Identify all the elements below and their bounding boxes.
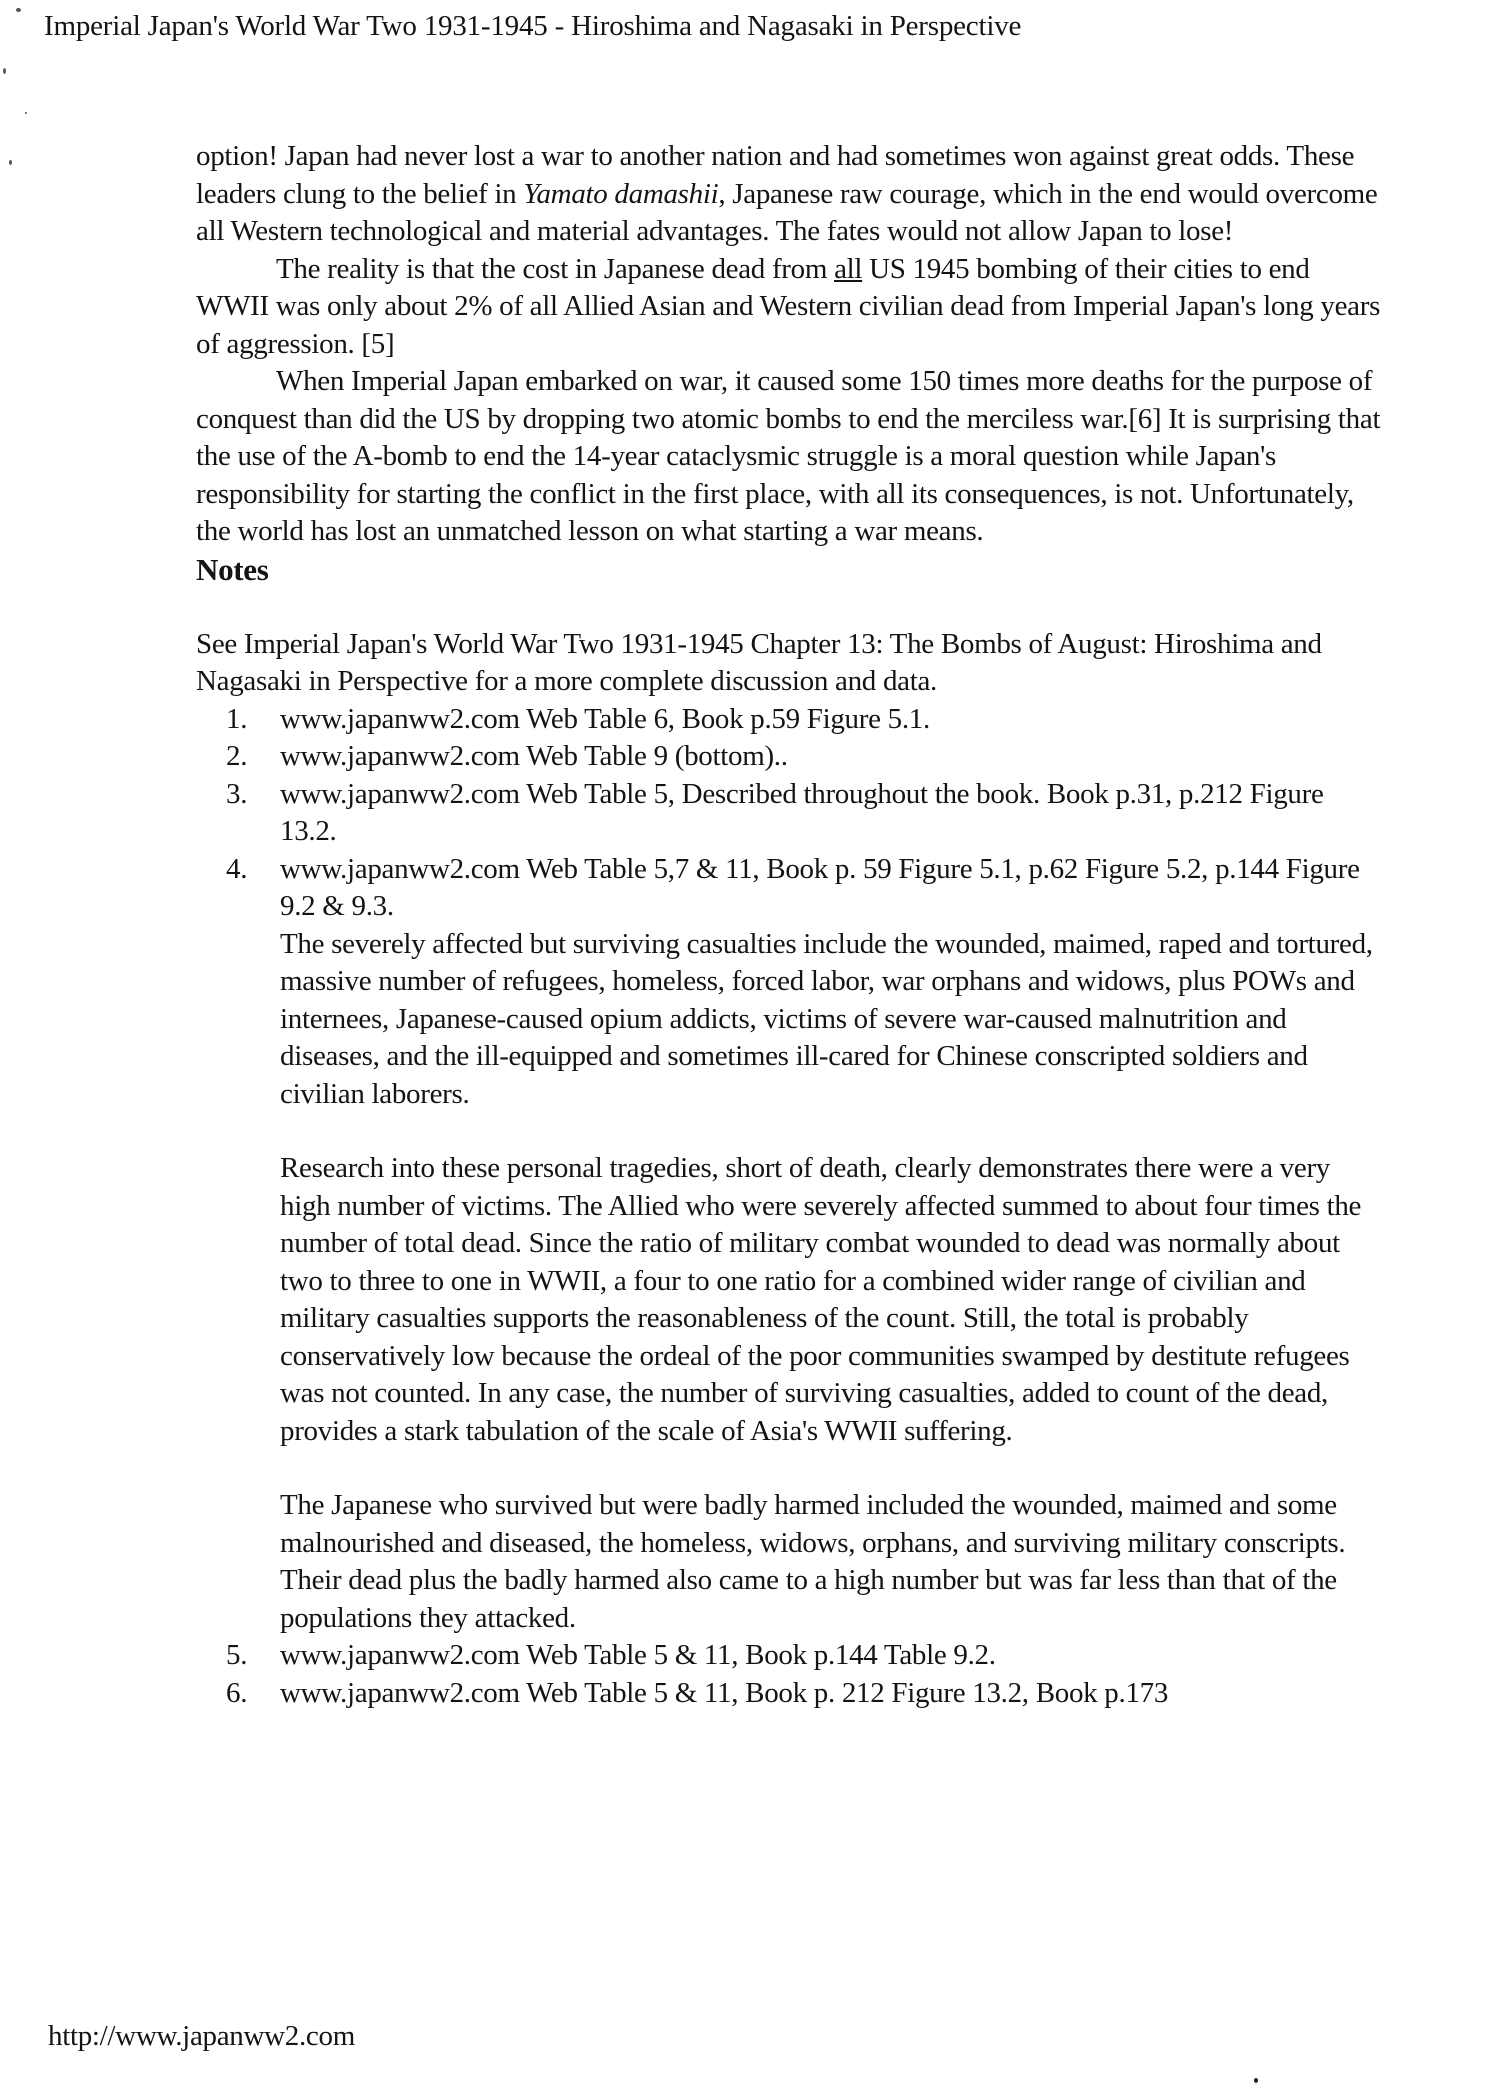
paragraph-text: US 1945 bombing of their cities to end WWII was only about 2% of all Allied Asian and Western civilian dead from Imperial Japan's long years of aggression. [5] (196, 252, 1381, 360)
note-number: 2. (226, 740, 248, 772)
note-sub-paragraph: Research into these personal tragedies, short of death, clearly demonstrates there were a very high number of victims. The Allied who were severely affected summed to about four times the number of total dead. Since the ratio of military combat wounded to dead was normally about two to three to one in WWII, a four to one ratio for a combined wider range of civilian and military casualties supports the reasonableness of the count. Still, the total is probably conservatively low because the ordeal of the poor communities swamped by destitute refugees was not counted. In any case, the number of surviving casualties, added to count of the dead, provides a stark tabulation of the scale of Asia's WWII suffering. (280, 1152, 1362, 1447)
note-sub-paragraph: The Japanese who survived but were badly harmed included the wounded, maimed and some malnourished and diseased, the homeless, widows, orphans, and surviving military conscripts. Their dead plus the badly harmed also came to a high number but was far less than that of the populations they attacked. (280, 1489, 1346, 1634)
note-number: 5. (226, 1639, 248, 1671)
body-paragraph-2 (196, 251, 1386, 364)
note-item (196, 738, 1386, 776)
paragraph-text: The reality is that the cost in Japanese dead from (276, 252, 835, 285)
scan-speck (16, 8, 21, 12)
note-text: www.japanww2.com Web Table 5,7 & 11, Book p. 59 Figure 5.1, p.62 Figure 5.2, p.144 Figure 9.2 & 9.3. (280, 852, 1360, 922)
document-body (196, 138, 1386, 1712)
footer-url: http://www.japanww2.com (48, 2020, 355, 2052)
body-paragraph-3: When Imperial Japan embarked on war, it caused some 150 times more deaths for the purpose of conquest than did the US by dropping two atomic bombs to end the merciless war.[6] It is surprising that the use of the A-bomb to end the 14-year cataclysmic struggle is a moral question while Japan's responsibility for starting the conflict in the first place, with all its consequences, is not. Unfortunately, the world has lost an unmatched lesson on what starting a war means. (196, 365, 1381, 547)
scan-speck (3, 68, 6, 74)
note-number: 4. (226, 852, 248, 885)
note-item (196, 1675, 1386, 1713)
note-item (196, 851, 1386, 1638)
note-sub-paragraph: The severely affected but surviving casualties include the wounded, maimed, raped and tortured, massive number of refugees, homeless, forced labor, war orphans and widows, plus POWs and internees, Japanese-caused opium addicts, victims of severe war-caused malnutrition and diseases, and the ill-equipped and sometimes ill-cared for Chinese conscripted soldiers and civilian laborers. (280, 927, 1373, 1110)
note-number: 1. (226, 702, 248, 735)
italic-term: Yamato damashii (523, 177, 719, 210)
body-paragraph-1 (196, 138, 1386, 251)
notes-heading: Notes (196, 551, 269, 587)
paragraph-text: , Japanese raw courage, which in the end would overcome all Western technological and material advantages. The fates would not allow Japan to lose! (196, 177, 1378, 247)
note-item (196, 1637, 1386, 1675)
scan-speck (25, 112, 27, 114)
note-text: www.japanww2.com Web Table 6, Book p.59 Figure 5.1. (280, 702, 930, 735)
note-text: www.japanww2.com Web Table 5 & 11, Book p. 212 Figure 13.2, Book p.173 (280, 1676, 1169, 1709)
note-text: www.japanww2.com Web Table 9 (bottom).. (280, 740, 788, 772)
note-text: www.japanww2.com Web Table 5 & 11, Book p.144 Table 9.2. (280, 1639, 996, 1671)
scan-speck (1254, 2078, 1258, 2083)
paragraph-text: option! Japan had never lost a war to another nation and had sometimes won against great odds. These leaders clung to the belief in (196, 140, 1355, 210)
notes-list (196, 701, 1386, 1713)
note-number: 3. (226, 777, 248, 810)
note-number: 6. (226, 1676, 248, 1709)
note-item (196, 701, 1386, 739)
note-text: www.japanww2.com Web Table 5, Described throughout the book. Book p.31, p.212 Figure 13.2. (280, 777, 1324, 847)
notes-intro: See Imperial Japan's World War Two 1931-1945 Chapter 13: The Bombs of August: Hiroshima and Nagasaki in Perspective for a more complete discussion and data. (196, 627, 1322, 697)
underlined-word: all (834, 252, 863, 285)
page-header-title: Imperial Japan's World War Two 1931-1945 - Hiroshima and Nagasaki in Perspective (44, 10, 1022, 42)
scan-speck (9, 160, 12, 165)
note-item (196, 776, 1386, 851)
